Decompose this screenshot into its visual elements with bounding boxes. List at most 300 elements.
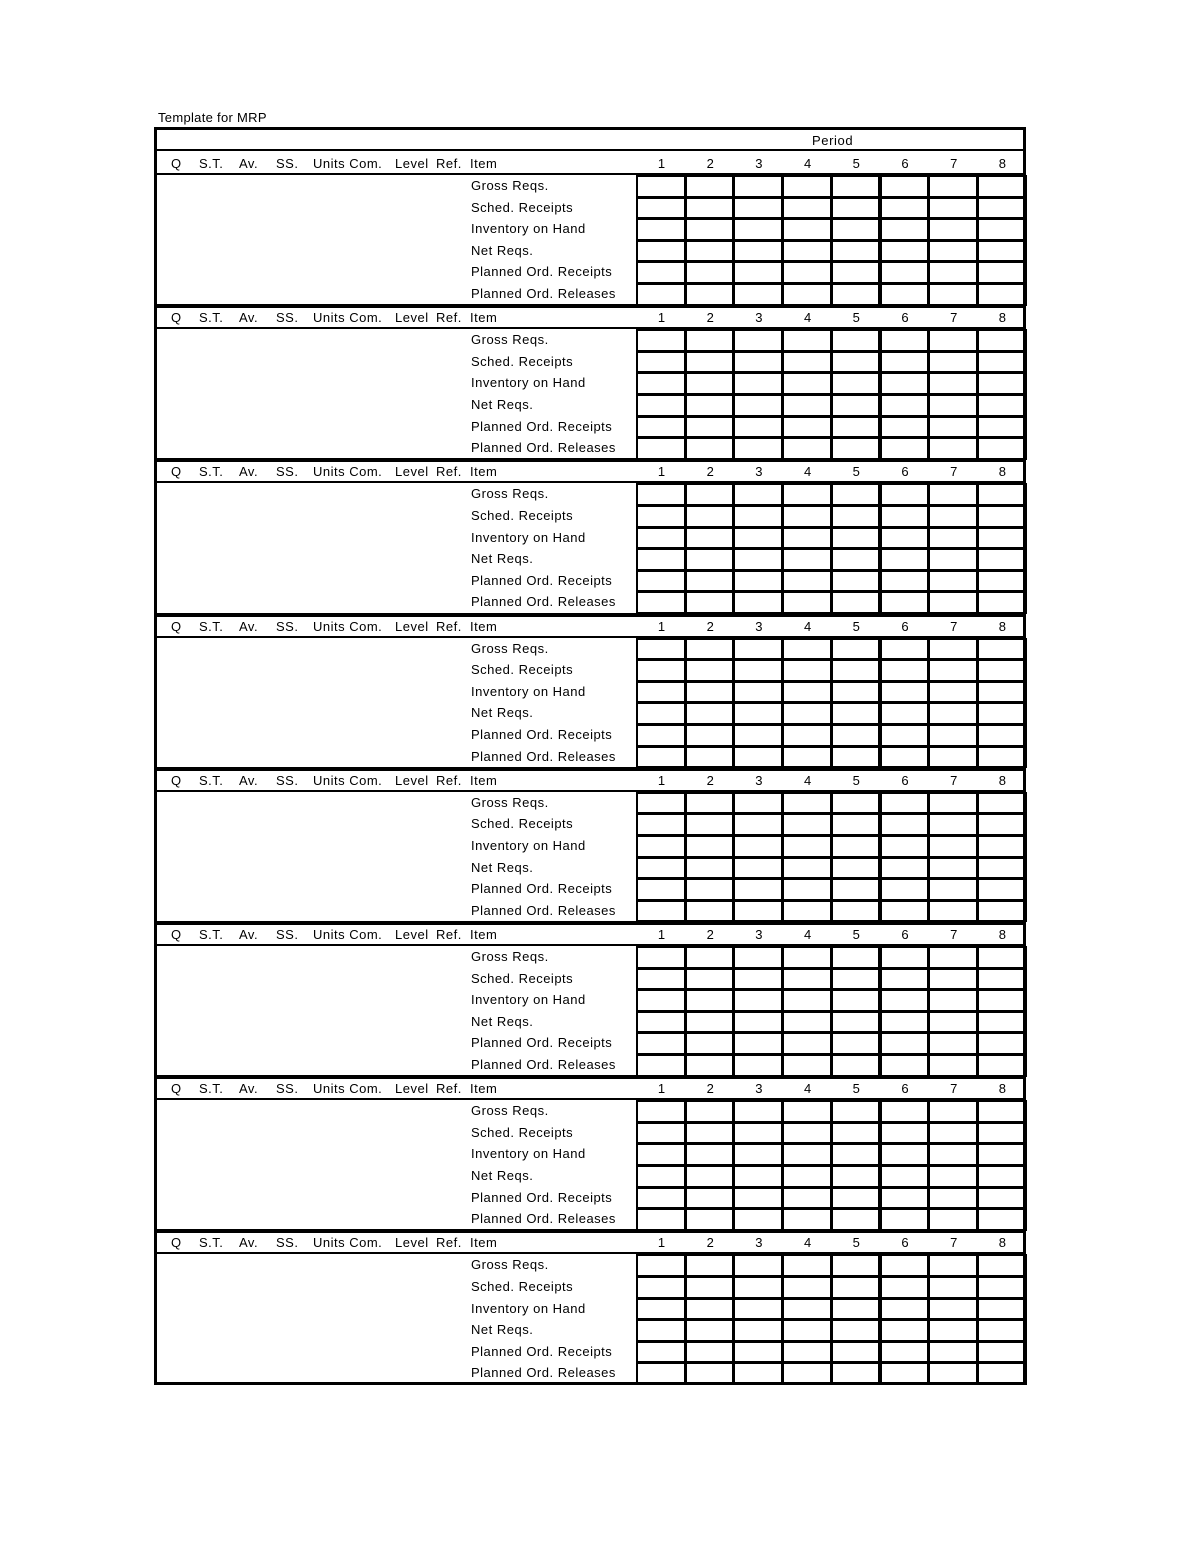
- mrp-input-cell[interactable]: [880, 1298, 930, 1321]
- mrp-input-cell[interactable]: [977, 283, 1027, 306]
- mrp-input-cell[interactable]: [928, 1011, 978, 1034]
- mrp-input-cell[interactable]: [636, 792, 686, 815]
- mrp-input-cell[interactable]: [782, 351, 832, 374]
- mrp-input-cell[interactable]: [636, 1187, 686, 1210]
- mrp-input-cell[interactable]: [636, 175, 686, 198]
- mrp-input-cell[interactable]: [928, 638, 978, 661]
- mrp-input-cell[interactable]: [928, 1208, 978, 1231]
- mrp-input-cell[interactable]: [831, 372, 881, 395]
- mrp-input-cell[interactable]: [880, 283, 930, 306]
- mrp-input-cell[interactable]: [733, 1187, 783, 1210]
- mrp-input-cell[interactable]: [636, 1362, 686, 1385]
- mrp-input-cell[interactable]: [733, 1254, 783, 1277]
- mrp-input-cell[interactable]: [636, 483, 686, 506]
- mrp-input-cell[interactable]: [831, 437, 881, 460]
- mrp-input-cell[interactable]: [782, 1254, 832, 1277]
- mrp-input-cell[interactable]: [733, 1122, 783, 1145]
- mrp-input-cell[interactable]: [636, 1276, 686, 1299]
- mrp-input-cell[interactable]: [880, 1187, 930, 1210]
- mrp-input-cell[interactable]: [685, 505, 735, 528]
- mrp-input-cell[interactable]: [636, 1208, 686, 1231]
- mrp-input-cell[interactable]: [685, 724, 735, 747]
- mrp-input-cell[interactable]: [782, 329, 832, 352]
- mrp-input-cell[interactable]: [636, 638, 686, 661]
- mrp-input-cell[interactable]: [928, 659, 978, 682]
- mrp-input-cell[interactable]: [636, 659, 686, 682]
- mrp-input-cell[interactable]: [977, 702, 1027, 725]
- mrp-input-cell[interactable]: [733, 681, 783, 704]
- mrp-input-cell[interactable]: [782, 989, 832, 1012]
- mrp-input-cell[interactable]: [685, 946, 735, 969]
- mrp-input-cell[interactable]: [782, 638, 832, 661]
- mrp-input-cell[interactable]: [831, 1054, 881, 1077]
- mrp-input-cell[interactable]: [880, 724, 930, 747]
- mrp-input-cell[interactable]: [636, 1122, 686, 1145]
- mrp-input-cell[interactable]: [782, 283, 832, 306]
- mrp-input-cell[interactable]: [831, 835, 881, 858]
- mrp-input-cell[interactable]: [782, 416, 832, 439]
- mrp-input-cell[interactable]: [880, 261, 930, 284]
- mrp-input-cell[interactable]: [733, 835, 783, 858]
- mrp-input-cell[interactable]: [928, 724, 978, 747]
- mrp-input-cell[interactable]: [928, 416, 978, 439]
- mrp-input-cell[interactable]: [636, 527, 686, 550]
- mrp-input-cell[interactable]: [636, 946, 686, 969]
- mrp-input-cell[interactable]: [685, 329, 735, 352]
- mrp-input-cell[interactable]: [636, 835, 686, 858]
- mrp-input-cell[interactable]: [831, 1276, 881, 1299]
- mrp-input-cell[interactable]: [831, 746, 881, 769]
- mrp-input-cell[interactable]: [928, 548, 978, 571]
- mrp-input-cell[interactable]: [928, 197, 978, 220]
- mrp-input-cell[interactable]: [782, 1143, 832, 1166]
- mrp-input-cell[interactable]: [977, 175, 1027, 198]
- mrp-input-cell[interactable]: [880, 792, 930, 815]
- mrp-input-cell[interactable]: [831, 792, 881, 815]
- mrp-input-cell[interactable]: [880, 1011, 930, 1034]
- mrp-input-cell[interactable]: [977, 416, 1027, 439]
- mrp-input-cell[interactable]: [685, 1032, 735, 1055]
- mrp-input-cell[interactable]: [782, 1276, 832, 1299]
- mrp-input-cell[interactable]: [782, 394, 832, 417]
- mrp-input-cell[interactable]: [880, 1362, 930, 1385]
- mrp-input-cell[interactable]: [880, 527, 930, 550]
- mrp-input-cell[interactable]: [928, 1187, 978, 1210]
- mrp-input-cell[interactable]: [831, 591, 881, 614]
- mrp-input-cell[interactable]: [685, 702, 735, 725]
- mrp-input-cell[interactable]: [831, 283, 881, 306]
- mrp-input-cell[interactable]: [782, 240, 832, 263]
- mrp-input-cell[interactable]: [880, 1254, 930, 1277]
- mrp-input-cell[interactable]: [928, 1341, 978, 1364]
- mrp-input-cell[interactable]: [636, 1011, 686, 1034]
- mrp-input-cell[interactable]: [733, 218, 783, 241]
- mrp-input-cell[interactable]: [977, 857, 1027, 880]
- mrp-input-cell[interactable]: [636, 505, 686, 528]
- mrp-input-cell[interactable]: [636, 351, 686, 374]
- mrp-input-cell[interactable]: [685, 989, 735, 1012]
- mrp-input-cell[interactable]: [928, 240, 978, 263]
- mrp-input-cell[interactable]: [977, 437, 1027, 460]
- mrp-input-cell[interactable]: [977, 1254, 1027, 1277]
- mrp-input-cell[interactable]: [831, 1187, 881, 1210]
- mrp-input-cell[interactable]: [733, 878, 783, 901]
- mrp-input-cell[interactable]: [977, 591, 1027, 614]
- mrp-input-cell[interactable]: [928, 746, 978, 769]
- mrp-input-cell[interactable]: [977, 989, 1027, 1012]
- mrp-input-cell[interactable]: [685, 1054, 735, 1077]
- mrp-input-cell[interactable]: [733, 659, 783, 682]
- mrp-input-cell[interactable]: [636, 1341, 686, 1364]
- mrp-input-cell[interactable]: [782, 1208, 832, 1231]
- mrp-input-cell[interactable]: [880, 746, 930, 769]
- mrp-input-cell[interactable]: [685, 548, 735, 571]
- mrp-input-cell[interactable]: [782, 483, 832, 506]
- mrp-input-cell[interactable]: [977, 681, 1027, 704]
- mrp-input-cell[interactable]: [733, 1341, 783, 1364]
- mrp-input-cell[interactable]: [977, 505, 1027, 528]
- mrp-input-cell[interactable]: [977, 1362, 1027, 1385]
- mrp-input-cell[interactable]: [831, 857, 881, 880]
- mrp-input-cell[interactable]: [880, 835, 930, 858]
- mrp-input-cell[interactable]: [782, 878, 832, 901]
- mrp-input-cell[interactable]: [733, 1276, 783, 1299]
- mrp-input-cell[interactable]: [733, 746, 783, 769]
- mrp-input-cell[interactable]: [880, 437, 930, 460]
- mrp-input-cell[interactable]: [977, 261, 1027, 284]
- mrp-input-cell[interactable]: [831, 681, 881, 704]
- mrp-input-cell[interactable]: [928, 968, 978, 991]
- mrp-input-cell[interactable]: [880, 1122, 930, 1145]
- mrp-input-cell[interactable]: [636, 968, 686, 991]
- mrp-input-cell[interactable]: [977, 1298, 1027, 1321]
- mrp-input-cell[interactable]: [733, 483, 783, 506]
- mrp-input-cell[interactable]: [782, 1011, 832, 1034]
- mrp-input-cell[interactable]: [977, 835, 1027, 858]
- mrp-input-cell[interactable]: [733, 351, 783, 374]
- mrp-input-cell[interactable]: [782, 1298, 832, 1321]
- mrp-input-cell[interactable]: [733, 1319, 783, 1342]
- mrp-input-cell[interactable]: [880, 681, 930, 704]
- mrp-input-cell[interactable]: [880, 1208, 930, 1231]
- mrp-input-cell[interactable]: [636, 724, 686, 747]
- mrp-input-cell[interactable]: [685, 1319, 735, 1342]
- mrp-input-cell[interactable]: [928, 591, 978, 614]
- mrp-input-cell[interactable]: [636, 394, 686, 417]
- mrp-input-cell[interactable]: [928, 527, 978, 550]
- mrp-input-cell[interactable]: [733, 946, 783, 969]
- mrp-input-cell[interactable]: [977, 483, 1027, 506]
- mrp-input-cell[interactable]: [733, 1362, 783, 1385]
- mrp-input-cell[interactable]: [831, 1298, 881, 1321]
- mrp-input-cell[interactable]: [928, 372, 978, 395]
- mrp-input-cell[interactable]: [733, 724, 783, 747]
- mrp-input-cell[interactable]: [831, 351, 881, 374]
- mrp-input-cell[interactable]: [782, 968, 832, 991]
- mrp-input-cell[interactable]: [685, 437, 735, 460]
- mrp-input-cell[interactable]: [782, 1341, 832, 1364]
- mrp-input-cell[interactable]: [685, 813, 735, 836]
- mrp-input-cell[interactable]: [977, 351, 1027, 374]
- mrp-input-cell[interactable]: [636, 1298, 686, 1321]
- mrp-input-cell[interactable]: [928, 835, 978, 858]
- mrp-input-cell[interactable]: [685, 527, 735, 550]
- mrp-input-cell[interactable]: [685, 1011, 735, 1034]
- mrp-input-cell[interactable]: [831, 394, 881, 417]
- mrp-input-cell[interactable]: [733, 1208, 783, 1231]
- mrp-input-cell[interactable]: [782, 835, 832, 858]
- mrp-input-cell[interactable]: [977, 1319, 1027, 1342]
- mrp-input-cell[interactable]: [880, 638, 930, 661]
- mrp-input-cell[interactable]: [977, 394, 1027, 417]
- mrp-input-cell[interactable]: [977, 659, 1027, 682]
- mrp-input-cell[interactable]: [733, 1011, 783, 1034]
- mrp-input-cell[interactable]: [977, 1122, 1027, 1145]
- mrp-input-cell[interactable]: [685, 638, 735, 661]
- mrp-input-cell[interactable]: [880, 989, 930, 1012]
- mrp-input-cell[interactable]: [782, 570, 832, 593]
- mrp-input-cell[interactable]: [880, 1319, 930, 1342]
- mrp-input-cell[interactable]: [880, 1165, 930, 1188]
- mrp-input-cell[interactable]: [685, 1122, 735, 1145]
- mrp-input-cell[interactable]: [928, 1165, 978, 1188]
- mrp-input-cell[interactable]: [636, 1254, 686, 1277]
- mrp-input-cell[interactable]: [733, 437, 783, 460]
- mrp-input-cell[interactable]: [977, 527, 1027, 550]
- mrp-input-cell[interactable]: [782, 1362, 832, 1385]
- mrp-input-cell[interactable]: [831, 218, 881, 241]
- mrp-input-cell[interactable]: [782, 1100, 832, 1123]
- mrp-input-cell[interactable]: [831, 197, 881, 220]
- mrp-input-cell[interactable]: [928, 1032, 978, 1055]
- mrp-input-cell[interactable]: [733, 175, 783, 198]
- mrp-input-cell[interactable]: [977, 218, 1027, 241]
- mrp-input-cell[interactable]: [685, 372, 735, 395]
- mrp-input-cell[interactable]: [782, 1122, 832, 1145]
- mrp-input-cell[interactable]: [685, 878, 735, 901]
- mrp-input-cell[interactable]: [636, 900, 686, 923]
- mrp-input-cell[interactable]: [733, 702, 783, 725]
- mrp-input-cell[interactable]: [733, 197, 783, 220]
- mrp-input-cell[interactable]: [928, 813, 978, 836]
- mrp-input-cell[interactable]: [928, 946, 978, 969]
- mrp-input-cell[interactable]: [685, 1341, 735, 1364]
- mrp-input-cell[interactable]: [636, 702, 686, 725]
- mrp-input-cell[interactable]: [928, 437, 978, 460]
- mrp-input-cell[interactable]: [977, 1032, 1027, 1055]
- mrp-input-cell[interactable]: [928, 175, 978, 198]
- mrp-input-cell[interactable]: [928, 900, 978, 923]
- mrp-input-cell[interactable]: [733, 857, 783, 880]
- mrp-input-cell[interactable]: [685, 835, 735, 858]
- mrp-input-cell[interactable]: [977, 570, 1027, 593]
- mrp-input-cell[interactable]: [685, 968, 735, 991]
- mrp-input-cell[interactable]: [782, 746, 832, 769]
- mrp-input-cell[interactable]: [880, 570, 930, 593]
- mrp-input-cell[interactable]: [636, 857, 686, 880]
- mrp-input-cell[interactable]: [782, 724, 832, 747]
- mrp-input-cell[interactable]: [782, 813, 832, 836]
- mrp-input-cell[interactable]: [880, 240, 930, 263]
- mrp-input-cell[interactable]: [782, 900, 832, 923]
- mrp-input-cell[interactable]: [831, 1143, 881, 1166]
- mrp-input-cell[interactable]: [880, 1054, 930, 1077]
- mrp-input-cell[interactable]: [685, 1208, 735, 1231]
- mrp-input-cell[interactable]: [636, 1165, 686, 1188]
- mrp-input-cell[interactable]: [782, 702, 832, 725]
- mrp-input-cell[interactable]: [636, 218, 686, 241]
- mrp-input-cell[interactable]: [636, 746, 686, 769]
- mrp-input-cell[interactable]: [782, 261, 832, 284]
- mrp-input-cell[interactable]: [928, 394, 978, 417]
- mrp-input-cell[interactable]: [782, 1054, 832, 1077]
- mrp-input-cell[interactable]: [928, 483, 978, 506]
- mrp-input-cell[interactable]: [928, 878, 978, 901]
- mrp-input-cell[interactable]: [685, 570, 735, 593]
- mrp-input-cell[interactable]: [831, 570, 881, 593]
- mrp-input-cell[interactable]: [831, 240, 881, 263]
- mrp-input-cell[interactable]: [977, 1143, 1027, 1166]
- mrp-input-cell[interactable]: [928, 702, 978, 725]
- mrp-input-cell[interactable]: [977, 968, 1027, 991]
- mrp-input-cell[interactable]: [831, 702, 881, 725]
- mrp-input-cell[interactable]: [880, 900, 930, 923]
- mrp-input-cell[interactable]: [928, 283, 978, 306]
- mrp-input-cell[interactable]: [831, 329, 881, 352]
- mrp-input-cell[interactable]: [636, 813, 686, 836]
- mrp-input-cell[interactable]: [733, 1032, 783, 1055]
- mrp-input-cell[interactable]: [928, 1143, 978, 1166]
- mrp-input-cell[interactable]: [636, 878, 686, 901]
- mrp-input-cell[interactable]: [831, 527, 881, 550]
- mrp-input-cell[interactable]: [831, 638, 881, 661]
- mrp-input-cell[interactable]: [733, 548, 783, 571]
- mrp-input-cell[interactable]: [636, 197, 686, 220]
- mrp-input-cell[interactable]: [636, 681, 686, 704]
- mrp-input-cell[interactable]: [928, 989, 978, 1012]
- mrp-input-cell[interactable]: [636, 591, 686, 614]
- mrp-input-cell[interactable]: [782, 197, 832, 220]
- mrp-input-cell[interactable]: [685, 240, 735, 263]
- mrp-input-cell[interactable]: [782, 659, 832, 682]
- mrp-input-cell[interactable]: [928, 681, 978, 704]
- mrp-input-cell[interactable]: [685, 681, 735, 704]
- mrp-input-cell[interactable]: [782, 218, 832, 241]
- mrp-input-cell[interactable]: [733, 813, 783, 836]
- mrp-input-cell[interactable]: [685, 283, 735, 306]
- mrp-input-cell[interactable]: [782, 1165, 832, 1188]
- mrp-input-cell[interactable]: [733, 240, 783, 263]
- mrp-input-cell[interactable]: [782, 527, 832, 550]
- mrp-input-cell[interactable]: [685, 1100, 735, 1123]
- mrp-input-cell[interactable]: [831, 1165, 881, 1188]
- mrp-input-cell[interactable]: [685, 1298, 735, 1321]
- mrp-input-cell[interactable]: [831, 175, 881, 198]
- mrp-input-cell[interactable]: [782, 505, 832, 528]
- mrp-input-cell[interactable]: [831, 1032, 881, 1055]
- mrp-input-cell[interactable]: [782, 946, 832, 969]
- mrp-input-cell[interactable]: [831, 878, 881, 901]
- mrp-input-cell[interactable]: [880, 1100, 930, 1123]
- mrp-input-cell[interactable]: [636, 1100, 686, 1123]
- mrp-input-cell[interactable]: [977, 1187, 1027, 1210]
- mrp-input-cell[interactable]: [685, 1165, 735, 1188]
- mrp-input-cell[interactable]: [636, 261, 686, 284]
- mrp-input-cell[interactable]: [977, 638, 1027, 661]
- mrp-input-cell[interactable]: [880, 968, 930, 991]
- mrp-input-cell[interactable]: [831, 505, 881, 528]
- mrp-input-cell[interactable]: [928, 570, 978, 593]
- mrp-input-cell[interactable]: [977, 329, 1027, 352]
- mrp-input-cell[interactable]: [782, 437, 832, 460]
- mrp-input-cell[interactable]: [636, 570, 686, 593]
- mrp-input-cell[interactable]: [733, 1165, 783, 1188]
- mrp-input-cell[interactable]: [977, 878, 1027, 901]
- mrp-input-cell[interactable]: [636, 1319, 686, 1342]
- mrp-input-cell[interactable]: [831, 261, 881, 284]
- mrp-input-cell[interactable]: [733, 968, 783, 991]
- mrp-input-cell[interactable]: [977, 240, 1027, 263]
- mrp-input-cell[interactable]: [880, 329, 930, 352]
- mrp-input-cell[interactable]: [782, 857, 832, 880]
- mrp-input-cell[interactable]: [928, 505, 978, 528]
- mrp-input-cell[interactable]: [880, 483, 930, 506]
- mrp-input-cell[interactable]: [977, 372, 1027, 395]
- mrp-input-cell[interactable]: [685, 1187, 735, 1210]
- mrp-input-cell[interactable]: [733, 1143, 783, 1166]
- mrp-input-cell[interactable]: [685, 483, 735, 506]
- mrp-input-cell[interactable]: [733, 1298, 783, 1321]
- mrp-input-cell[interactable]: [977, 900, 1027, 923]
- mrp-input-cell[interactable]: [782, 792, 832, 815]
- mrp-input-cell[interactable]: [685, 218, 735, 241]
- mrp-input-cell[interactable]: [831, 1341, 881, 1364]
- mrp-input-cell[interactable]: [831, 1254, 881, 1277]
- mrp-input-cell[interactable]: [880, 505, 930, 528]
- mrp-input-cell[interactable]: [928, 218, 978, 241]
- mrp-input-cell[interactable]: [880, 857, 930, 880]
- mrp-input-cell[interactable]: [880, 197, 930, 220]
- mrp-input-cell[interactable]: [733, 329, 783, 352]
- mrp-input-cell[interactable]: [782, 591, 832, 614]
- mrp-input-cell[interactable]: [880, 372, 930, 395]
- mrp-input-cell[interactable]: [782, 548, 832, 571]
- mrp-input-cell[interactable]: [636, 329, 686, 352]
- mrp-input-cell[interactable]: [880, 813, 930, 836]
- mrp-input-cell[interactable]: [880, 548, 930, 571]
- mrp-input-cell[interactable]: [831, 1362, 881, 1385]
- mrp-input-cell[interactable]: [928, 329, 978, 352]
- mrp-input-cell[interactable]: [880, 218, 930, 241]
- mrp-input-cell[interactable]: [831, 900, 881, 923]
- mrp-input-cell[interactable]: [977, 724, 1027, 747]
- mrp-input-cell[interactable]: [636, 240, 686, 263]
- mrp-input-cell[interactable]: [636, 1143, 686, 1166]
- mrp-input-cell[interactable]: [928, 1054, 978, 1077]
- mrp-input-cell[interactable]: [928, 1319, 978, 1342]
- mrp-input-cell[interactable]: [782, 1032, 832, 1055]
- mrp-input-cell[interactable]: [831, 724, 881, 747]
- mrp-input-cell[interactable]: [977, 946, 1027, 969]
- mrp-input-cell[interactable]: [636, 416, 686, 439]
- mrp-input-cell[interactable]: [977, 792, 1027, 815]
- mrp-input-cell[interactable]: [685, 591, 735, 614]
- mrp-input-cell[interactable]: [880, 1341, 930, 1364]
- mrp-input-cell[interactable]: [831, 813, 881, 836]
- mrp-input-cell[interactable]: [928, 1122, 978, 1145]
- mrp-input-cell[interactable]: [831, 548, 881, 571]
- mrp-input-cell[interactable]: [928, 1276, 978, 1299]
